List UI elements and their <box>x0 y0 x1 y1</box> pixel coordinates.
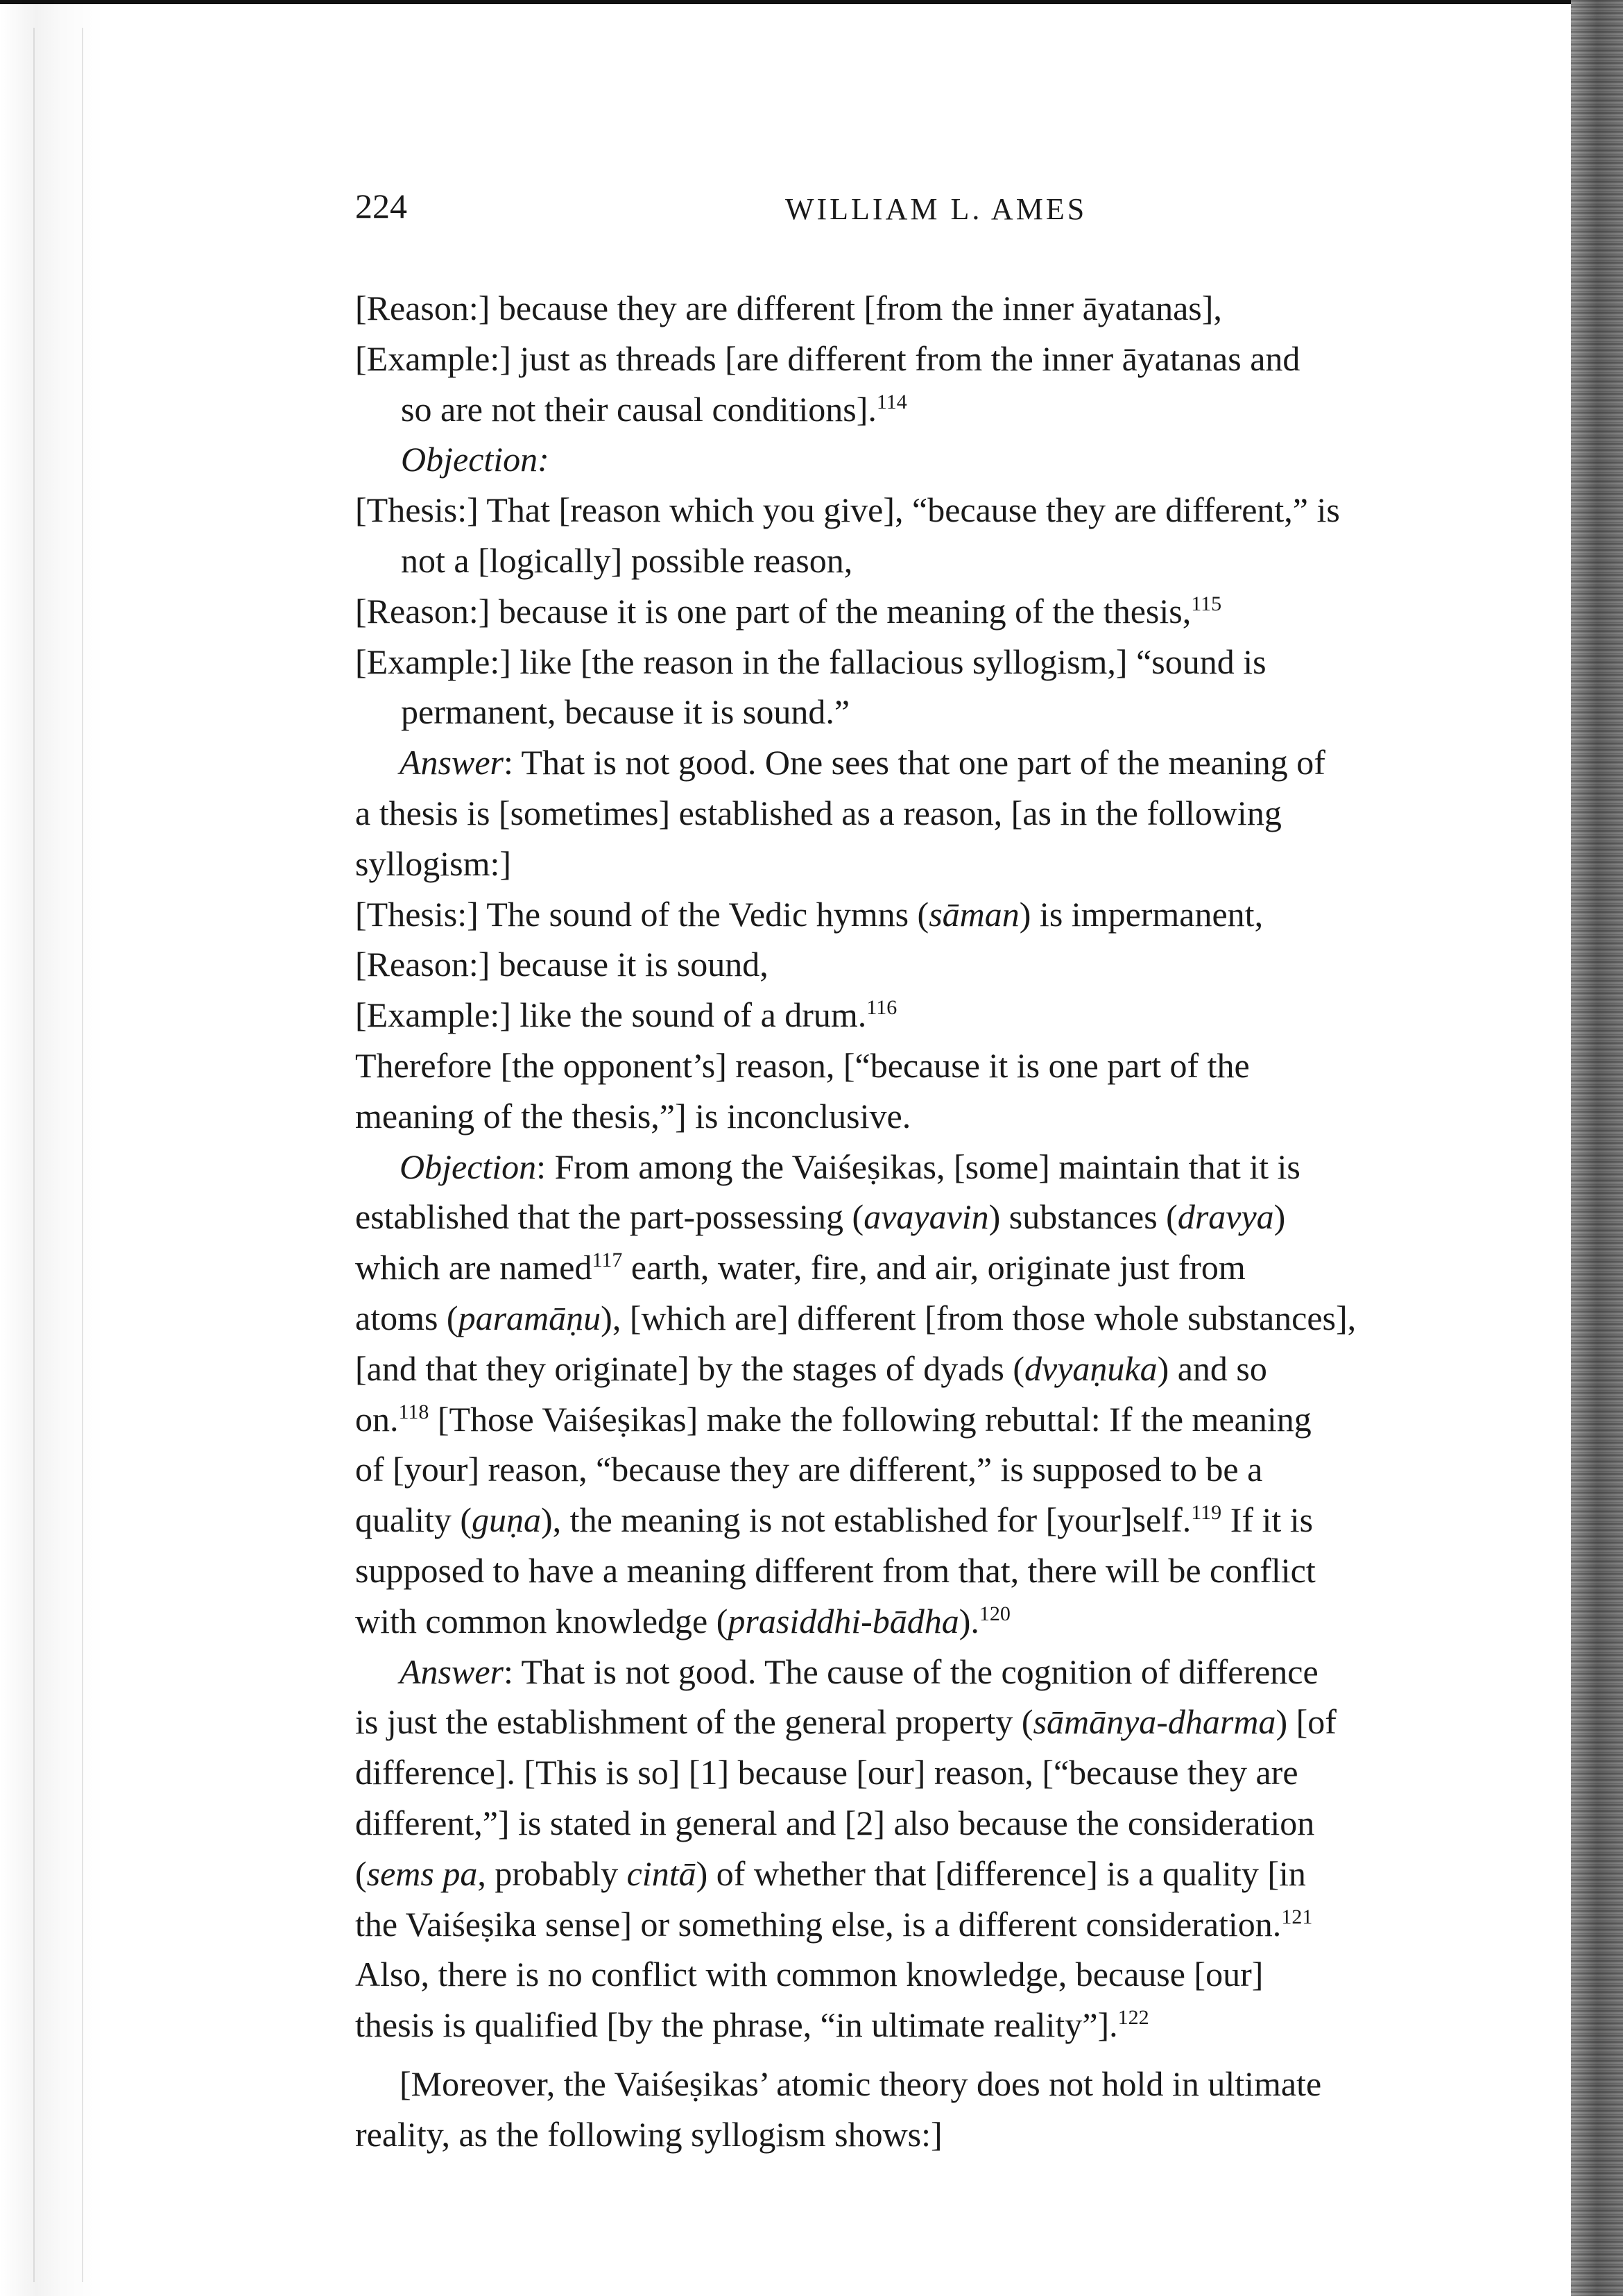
text-line: Objection: From among the Vaiśeṣikas, [some] maintain that it is <box>400 1147 1300 1186</box>
footnote-ref: 115 <box>1191 592 1222 615</box>
text-line: Objection: <box>401 440 549 479</box>
text-line: the Vaiśeṣika sense] or something else, is a different consideration.$^{121}$ <box>355 1904 1313 1944</box>
text-line: which are named$^{117}$ earth, water, fire, and air, originate just from <box>355 1248 1246 1287</box>
text-line: quality (guṇa), the meaning is not established for [your]self.$^{119}$ If it is <box>355 1500 1314 1540</box>
text-line: difference]. [This is so] [1] because [our] reason, [“because they are <box>355 1753 1298 1792</box>
text-line: [Thesis:] That [reason which you give], “because they are different,” is <box>355 490 1340 530</box>
text-line: [Reason:] because they are different [from the inner āyatanas], <box>355 289 1222 327</box>
scan-binding-edge <box>1571 0 1623 2296</box>
text-line: is just the establishment of the general property (sāmānya-dharma) [of <box>355 1702 1337 1742</box>
text-line: Answer: That is not good. One sees that one part of the meaning of <box>400 743 1325 782</box>
text-line: [and that they originate] by the stages of dyads (dvyaṇuka) and so <box>355 1348 1267 1388</box>
scan-artifact-line <box>82 28 83 2282</box>
footnote-ref: 116 <box>866 996 898 1020</box>
text-line: different,”] is stated in general and [2] also because the consideration <box>355 1803 1315 1842</box>
text-line: reality, as the following syllogism shows:] <box>355 2114 943 2154</box>
footnote-ref: 117 <box>592 1249 623 1272</box>
footnote-ref: 120 <box>979 1602 1011 1625</box>
text-line: [Example:] like the sound of a drum.$^{116}$ <box>355 995 898 1035</box>
text-line: permanent, because it is sound.” <box>401 692 850 732</box>
text-line: on.$^{118}$ [Those Vaiśeṣikas] make the following rebuttal: If the meaning <box>355 1399 1312 1439</box>
text-line: with common knowledge (prasiddhi-bādha).$^{120}$ <box>355 1601 1011 1640</box>
text-line: Answer: That is not good. The cause of the cognition of difference <box>400 1652 1319 1691</box>
text-line: [Example:] just as threads [are different from the inner āyatanas and <box>355 339 1300 378</box>
running-head: WILLIAM L. AMES <box>785 192 1088 226</box>
text-line: meaning of the thesis,”] is inconclusive. <box>355 1096 911 1136</box>
text-line: [Reason:] because it is sound, <box>355 945 768 984</box>
footnote-ref: 119 <box>1191 1501 1222 1525</box>
text-line: atoms (paramāṇu), [which are] different [from those whole substances], <box>355 1298 1357 1337</box>
footnote-ref: 118 <box>398 1400 429 1423</box>
text-line: a thesis is [sometimes] established as a reason, [as in the following <box>355 793 1282 832</box>
page-header <box>355 186 1534 241</box>
text-line: (sems pa, probably cintā) of whether that [difference] is a quality [in <box>355 1853 1306 1893</box>
footnote-ref: 114 <box>876 390 907 413</box>
text-line: not a [logically] possible reason, <box>401 540 853 580</box>
scan-left-shadow <box>0 0 104 2296</box>
text-line: [Reason:] because it is one part of the meaning of the thesis,$^{115}$ <box>355 591 1222 631</box>
text-line: [Moreover, the Vaiśeṣikas’ atomic theory does not hold in ultimate <box>400 2064 1322 2103</box>
footnote-ref: 122 <box>1117 2006 1149 2030</box>
text-line: [Example:] like [the reason in the fallacious syllogism,] “sound is <box>355 642 1266 681</box>
scan-top-edge <box>0 0 1623 4</box>
text-line: of [your] reason, “because they are different,” is supposed to be a <box>355 1450 1263 1489</box>
text-line: established that the part-possessing (avayavin) substances (dravya) <box>355 1197 1286 1237</box>
page-number: 224 <box>355 187 407 225</box>
text-line: thesis is qualified [by the phrase, “in ultimate reality”].$^{122}$ <box>355 2005 1149 2045</box>
text-line: Also, there is no conflict with common knowledge, because [our] <box>355 1955 1264 1994</box>
text-line: Therefore [the opponent’s] reason, [“because it is one part of the <box>355 1045 1250 1085</box>
footnote-ref: 121 <box>1281 1905 1313 1928</box>
text-line: supposed to have a meaning different from that, there will be conflict <box>355 1550 1316 1590</box>
text-line: syllogism:] <box>355 843 512 883</box>
scan-artifact-line <box>33 28 35 2282</box>
body-text <box>355 283 1548 2159</box>
text-line: so are not their causal conditions].$^{114}$ <box>401 389 907 429</box>
text-line: [Thesis:] The sound of the Vedic hymns (sāman) is impermanent, <box>355 894 1264 934</box>
